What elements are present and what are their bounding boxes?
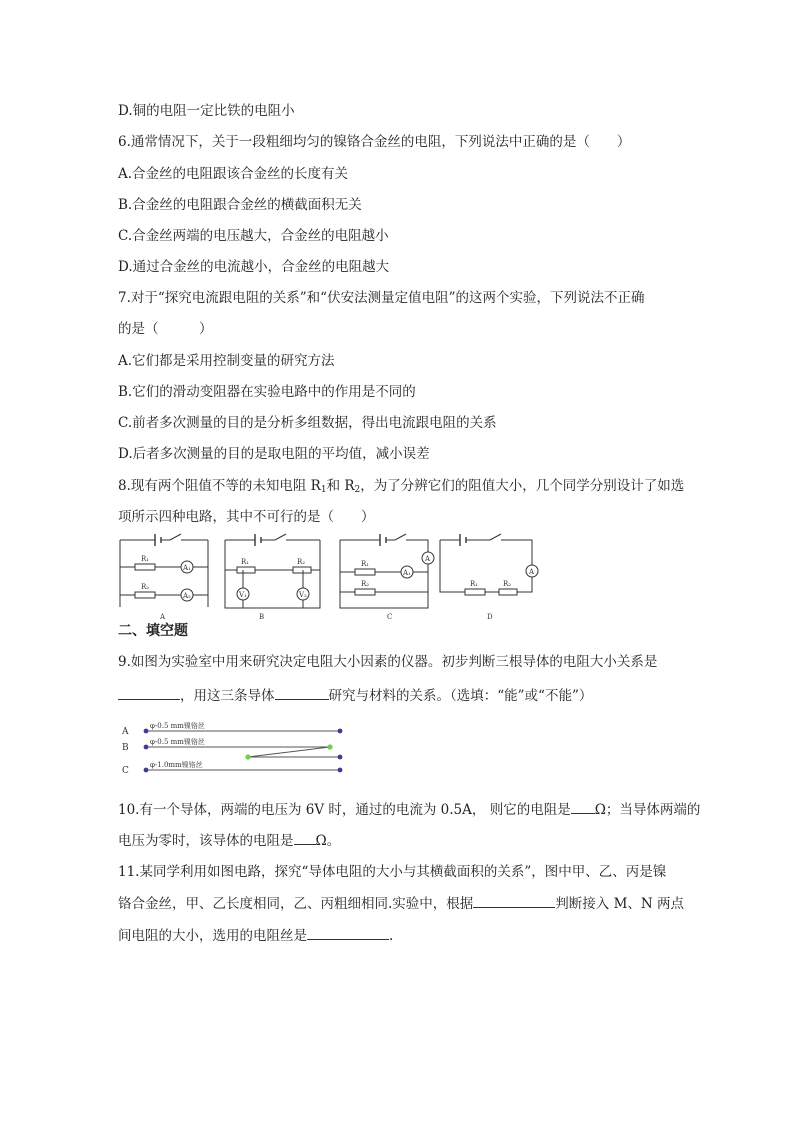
circuit-a-wires: [120, 540, 208, 607]
terminal-c-left: [144, 768, 149, 773]
circuit-b-r1-label: R₁: [241, 558, 250, 566]
q7-option-b: B.它们的滑动变阻器在实验电路中的作用是不同的: [118, 384, 416, 400]
q5-option-d: D.铜的电阻一定比铁的电阻小: [118, 103, 295, 119]
q9-wire-board-figure: [118, 717, 358, 779]
q10-line1-part2: Ω；当导体两端的: [594, 802, 701, 818]
wire-label-b: B: [122, 743, 129, 753]
circuit-d-wires: [440, 540, 532, 592]
circuit-c-r1-label: R₁: [361, 560, 370, 568]
q10-blank-2[interactable]: [294, 831, 316, 845]
terminal-a-right: [338, 729, 343, 734]
q9-line2: [118, 686, 592, 705]
terminal-a-left: [144, 729, 149, 734]
circuit-c-label: C: [387, 613, 393, 620]
q11-line3: [118, 926, 393, 945]
r2-subscript: 2: [354, 485, 361, 495]
wire-spec-b: φ-0.5 mm镍铬丝: [150, 738, 205, 746]
q9-blank-1[interactable]: [118, 686, 180, 700]
circuit-a-a1-label: A₁: [183, 564, 191, 572]
circuit-b-label: B: [259, 613, 265, 620]
q7-option-c: C.前者多次测量的目的是分析多组数据，得出电流跟电阻的关系: [118, 415, 497, 431]
q10-line2-part1: 电压为零时，该导体的电阻是: [118, 833, 294, 849]
circuit-d-label: D: [487, 613, 493, 620]
circuit-a: [120, 534, 208, 607]
circuit-c-resistor-r2: [355, 589, 375, 595]
q7-option-a: A.它们都是采用控制变量的研究方法: [118, 353, 335, 369]
circuit-b-r2-label: R₂: [297, 558, 306, 566]
connector-b-left: [245, 754, 250, 759]
circuit-a-switch-icon: [170, 534, 181, 540]
q7-stem-line2: 的是（ ）: [118, 321, 213, 337]
circuit-d-switch-icon: [490, 534, 501, 540]
q11-blank-1[interactable]: [473, 894, 555, 908]
circuit-b-v2-label: V₂: [299, 591, 307, 599]
circuit-c-switch-icon: [395, 534, 406, 540]
terminal-b-right: [338, 755, 343, 760]
circuit-d-r1-label: R₁: [470, 580, 479, 588]
wire-label-c: C: [122, 766, 129, 776]
circuit-c-battery-icon: [380, 534, 386, 546]
q8-stem-part1: 8.现有两个阻值不等的未知电阻 R: [118, 478, 321, 494]
q9-line1: 9.如图为实验室中用来研究决定电阻大小因素的仪器。初步判断三根导体的电阻大小关系是: [118, 654, 658, 670]
q7-option-d: D.后者多次测量的目的是取电阻的平均值，减小误差: [118, 446, 430, 462]
q6-option-c: C.合金丝两端的电压越大，合金丝的电阻越小: [118, 228, 389, 244]
circuit-a-a2-label: A₂: [183, 592, 191, 600]
circuit-a-resistor-r1: [135, 564, 155, 570]
q11-blank-2[interactable]: [307, 926, 389, 940]
circuit-b-v1-label: V₁: [239, 591, 247, 599]
q11-line2: [118, 894, 684, 913]
q11-line3-part2: .: [389, 928, 394, 944]
circuit-d-a-label: A: [529, 568, 535, 576]
terminal-b-left: [144, 745, 149, 750]
q10-blank-1[interactable]: [571, 800, 595, 814]
q10-line1-part1: 10.有一个导体，两端的电压为 6V 时，通过的电流为 0.5A， 则它的电阻是: [118, 802, 571, 818]
q11-line3-part1: 间电阻的大小，选用的电阻丝是: [118, 928, 307, 944]
wire-label-a: A: [122, 727, 129, 737]
connector-b-right: [327, 744, 332, 749]
circuit-d: [440, 534, 538, 595]
circuit-b-resistor-r1: [237, 567, 255, 573]
q11-line1: 11.某同学利用如图电路，探究“导体电阻的大小与其横截面积的关系”，图中甲、乙、丙是镍: [118, 864, 667, 880]
q8-stem-line2: 项所示四种电路，其中不可行的是（ ）: [118, 509, 375, 525]
terminal-c-right: [338, 768, 343, 773]
r1-subscript: 1: [320, 485, 327, 495]
q10-line1: [118, 800, 700, 819]
circuit-d-battery-icon: [460, 534, 466, 546]
circuit-c-a1-label: A₁: [403, 569, 411, 577]
q9-blank-2[interactable]: [275, 686, 329, 700]
circuit-a-r2-label: R₂: [141, 583, 150, 591]
q8-stem-part2: 和 R: [326, 478, 355, 494]
circuit-d-resistor-r1: [465, 589, 485, 595]
circuit-b-switch-icon: [275, 534, 286, 540]
q7-stem-line1: 7.对于“探究电流跟电阻的关系”和“伏安法测量定值电阻”的这两个实验，下列说法不正确: [118, 290, 645, 306]
q8-stem-part3: ，为了分辨它们的阻值大小，几个同学分别设计了如选: [360, 478, 685, 494]
q11-line2-part1: 铬合金丝，甲、乙长度相同，乙、丙粗细相同.实验中，根据: [118, 896, 474, 912]
wire-spec-a: φ-0.5 mm镍铬丝: [150, 722, 205, 730]
q8-stem-line1: [118, 477, 684, 499]
circuit-c: [340, 534, 434, 608]
q6-stem: 6.通常情况下，关于一段粗细均匀的镍铬合金丝的电阻，下列说法中正确的是（ ）: [118, 134, 631, 150]
q10-line2: [118, 831, 340, 850]
circuit-a-battery-icon: [155, 534, 161, 546]
q9-line2-part1: ，用这三条导体: [180, 688, 275, 704]
circuit-a-label: A: [160, 613, 166, 620]
q9-line2-part2: 研究与材料的关系。（选填：“能”或“不能”）: [328, 688, 593, 704]
circuit-b-resistor-r2: [293, 567, 311, 573]
circuit-d-r2-label: R₂: [503, 580, 512, 588]
circuit-a-r1-label: R₁: [141, 555, 150, 563]
q8-circuit-figure: [115, 530, 545, 620]
q6-option-a: A.合金丝的电阻跟该合金丝的长度有关: [118, 166, 349, 182]
q6-option-b: B.合金丝的电阻跟合金丝的横截面积无关: [118, 197, 362, 213]
circuit-d-resistor-r2: [499, 589, 517, 595]
circuit-b-battery-icon: [255, 534, 261, 546]
circuit-a-resistor-r2: [135, 592, 155, 598]
circuit-c-wires: [340, 540, 428, 608]
q6-option-d: D.通过合金丝的电流越小，合金丝的电阻越大: [118, 259, 390, 275]
section-title-fill-in: 二、填空题: [118, 623, 188, 639]
q10-line2-part2: Ω。: [315, 833, 341, 849]
wire-spec-c: φ-1.0mm镍铬丝: [150, 761, 203, 769]
q11-line2-part2: 判断接入 M、N 两点: [555, 896, 685, 912]
circuit-c-a-label: A: [425, 555, 431, 563]
circuit-c-r2-label: R₂: [361, 580, 370, 588]
circuit-c-resistor-r1: [355, 569, 375, 575]
